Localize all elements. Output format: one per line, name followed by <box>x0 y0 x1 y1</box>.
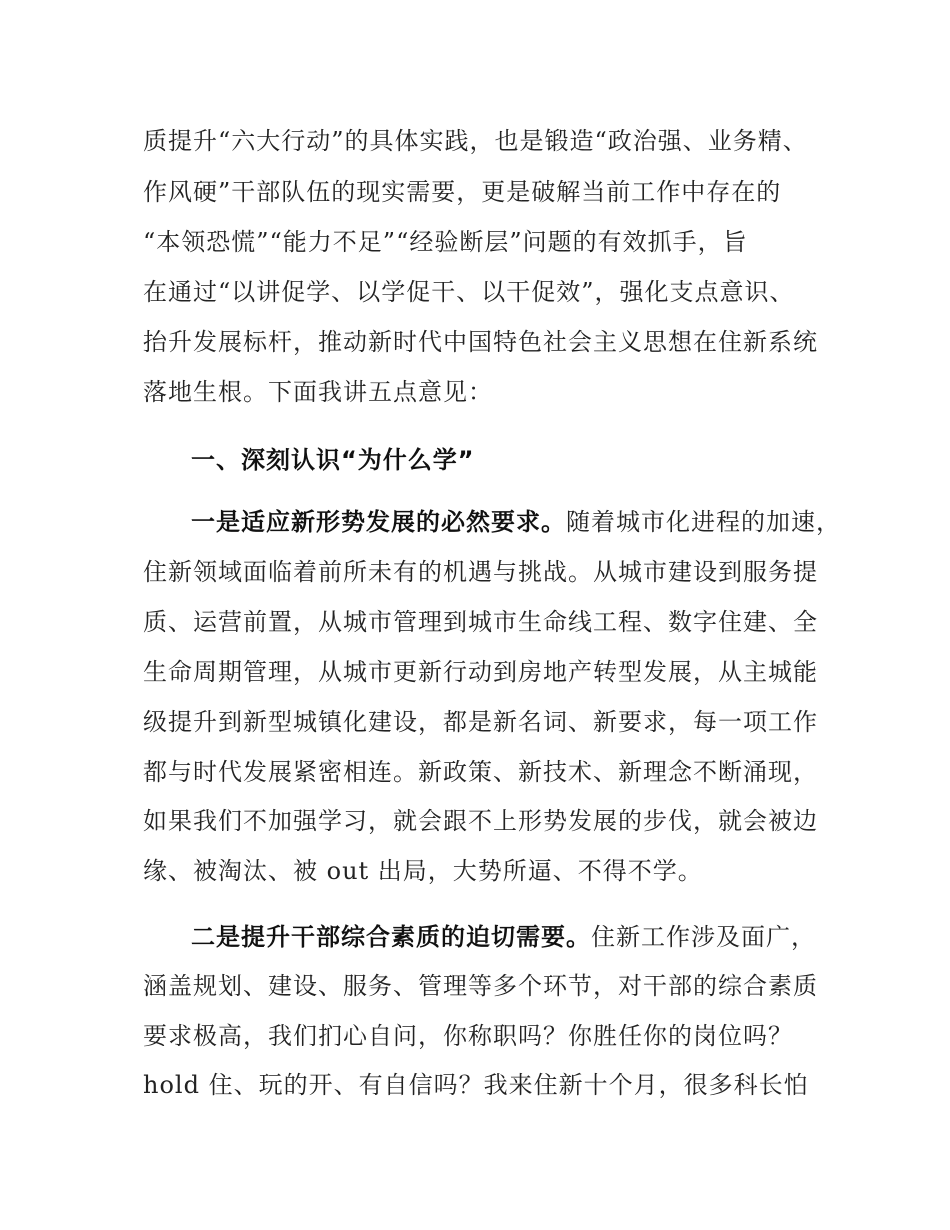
para2-line-4: hold 住、玩的开、有自信吗？我来住新十个月，很多科长怕 <box>143 1071 809 1099</box>
para1-first-line <box>191 502 841 542</box>
para2-lead: 二是提升干部综合素质的迫切需要。 <box>191 923 591 951</box>
para1-line-8: 缘、被淘汰、被 out 出局，大势所逼、不得不学。 <box>143 857 703 885</box>
section-heading: 一、深刻认识“为什么学” <box>191 446 475 474</box>
para1-line-7: 如果我们不加强学习，就会跟不上形势发展的步伐，就会被边 <box>143 807 818 835</box>
intro-line-3: “本领恐慌”“能力不足”“经验断层”问题的有效抓手，旨 <box>143 228 748 256</box>
intro-line-1: 质提升“六大行动”的具体实践，也是锻造“政治强、业务精、 <box>143 127 808 155</box>
para1-line-2: 住新领域面临着前所未有的机遇与挑战。从城市建设到服务提 <box>143 558 818 586</box>
intro-line-5: 抬升发展标杆，推动新时代中国特色社会主义思想在住新系统 <box>143 328 818 356</box>
para2-first-line-rest: 住新工作涉及面广， <box>591 923 816 951</box>
para1-line-5: 级提升到新型城镇化建设，都是新名词、新要求，每一项工作 <box>143 708 818 736</box>
para1-line-4: 生命周期管理，从城市更新行动到房地产转型发展，从主城能 <box>143 658 818 686</box>
para1-line-3: 质、运营前置，从城市管理到城市生命线工程、数字住建、全 <box>143 608 818 636</box>
intro-line-6: 落地生根。下面我讲五点意见： <box>143 378 493 406</box>
intro-line-2: 作风硬”干部队伍的现实需要，更是破解当前工作中存在的 <box>143 178 782 206</box>
para1-line-6: 都与时代发展紧密相连。新政策、新技术、新理念不断涌现， <box>143 758 818 786</box>
intro-line-4: 在通过“以讲促学、以学促干、以干促效”，强化支点意识、 <box>143 278 795 306</box>
para2-line-3: 要求极高，我们扪心自问，你称职吗？你胜任你的岗位吗？ <box>143 1022 793 1050</box>
para2-line-2: 涵盖规划、建设、服务、管理等多个环节，对干部的综合素质 <box>143 972 818 1000</box>
para2-first-line <box>191 917 816 957</box>
para1-first-line-rest: 随着城市化进程的加速， <box>566 508 841 536</box>
para1-lead: 一是适应新形势发展的必然要求。 <box>191 508 566 536</box>
